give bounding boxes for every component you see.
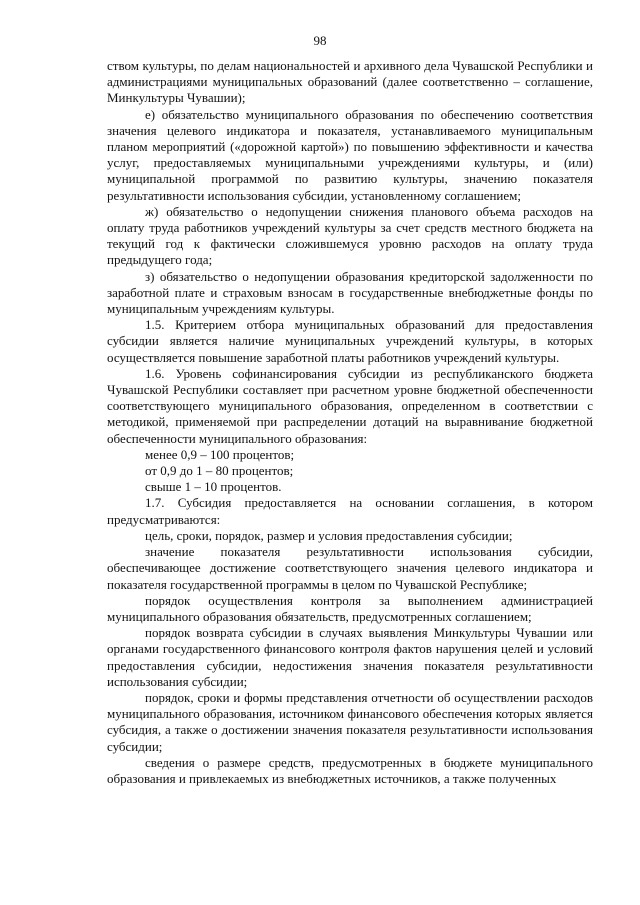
agreement-item-funds: сведения о размере средств, предусмотренных в бюджете муниципального образования и привлекаемых из внебюджетных источников, а также полученных <box>107 754 593 786</box>
list-item-over-1: свыше 1 – 10 процентов. <box>145 479 282 495</box>
list-item-0-9-to-1: от 0,9 до 1 – 80 процентов; <box>145 463 294 479</box>
agreement-item-goal: цель, сроки, порядок, размер и условия предоставления субсидии; <box>145 527 513 543</box>
body-text <box>107 58 593 787</box>
agreement-item-indicator: значение показателя результативности использования субсидии, обеспечивающее достижение соответствующего значения целевого индикатора и показателя государственной программы в целом по Чувашской Республике; <box>107 544 593 592</box>
paragraph-item-zh: ж) обязательство о недопущении снижения планового объема расходов на оплату труда работников учреждений культуры за счет средств местного бюджета на текущий год к фактически сложившемуся уровню расходов на оплату труда предыдущего года; <box>107 203 593 268</box>
paragraph-continuation: ством культуры, по делам национальностей и архивного дела Чувашской Республики и администрациями муниципальных образований (далее соответственно – соглашение, Минкультуры Чувашии); <box>107 58 593 106</box>
paragraph-1-7: 1.7. Субсидия предоставляется на основании соглашения, в котором предусматриваются: <box>107 495 593 527</box>
paragraph-1-5: 1.5. Критерием отбора муниципальных образований для предоставления субсидии является наличие муниципальных учреждений культуры, в которых осуществляется повышение заработной платы работников учреждений культуры. <box>107 317 593 365</box>
list-item-less-0-9: менее 0,9 – 100 процентов; <box>145 446 295 462</box>
page-number: 98 <box>313 33 327 48</box>
agreement-item-refund: порядок возврата субсидии в случаях выявления Минкультуры Чувашии или органами государственного финансового контроля фактов нарушения целей и условий предоставления субсидии, недостижения значения показателя результативности использования субсидии; <box>107 625 593 689</box>
paragraph-1-6: 1.6. Уровень софинансирования субсидии из республиканского бюджета Чувашской Республики составляет при расчетном уровне бюджетной обеспеченности соответствующего муниципального образования, определенном в соответствии с методикой, применяемой при распределении дотаций на выравнивание бюджетной обеспеченности муниципального образования: <box>107 365 593 446</box>
agreement-item-control: порядок осуществления контроля за выполнением администрацией муниципального образования обязательств, предусмотренных соглашением; <box>107 592 593 624</box>
agreement-item-reporting: порядок, сроки и формы представления отчетности об осуществлении расходов муниципального образования, источником финансового обеспечения которых является субсидия, а также о достижении значения показателя результативности использования субсидии; <box>107 689 593 754</box>
paragraph-item-e: е) обязательство муниципального образования по обеспечению соответствия значения целевого индикатора и показателя, устанавливаемого муниципальным планом мероприятий («дорожной картой») по повышению эффективности и качества услуг, предоставляемых муниципальными учреждениями культуры, и (или) муниципальной программой по развитию культуры, значению показателя результативности использования субсидии, установленному соглашением; <box>107 106 593 203</box>
paragraph-item-z: з) обязательство о недопущении образования кредиторской задолженности по заработной плате и страховым взносам в государственные внебюджетные фонды по муниципальным учреждениям культуры. <box>107 268 593 317</box>
